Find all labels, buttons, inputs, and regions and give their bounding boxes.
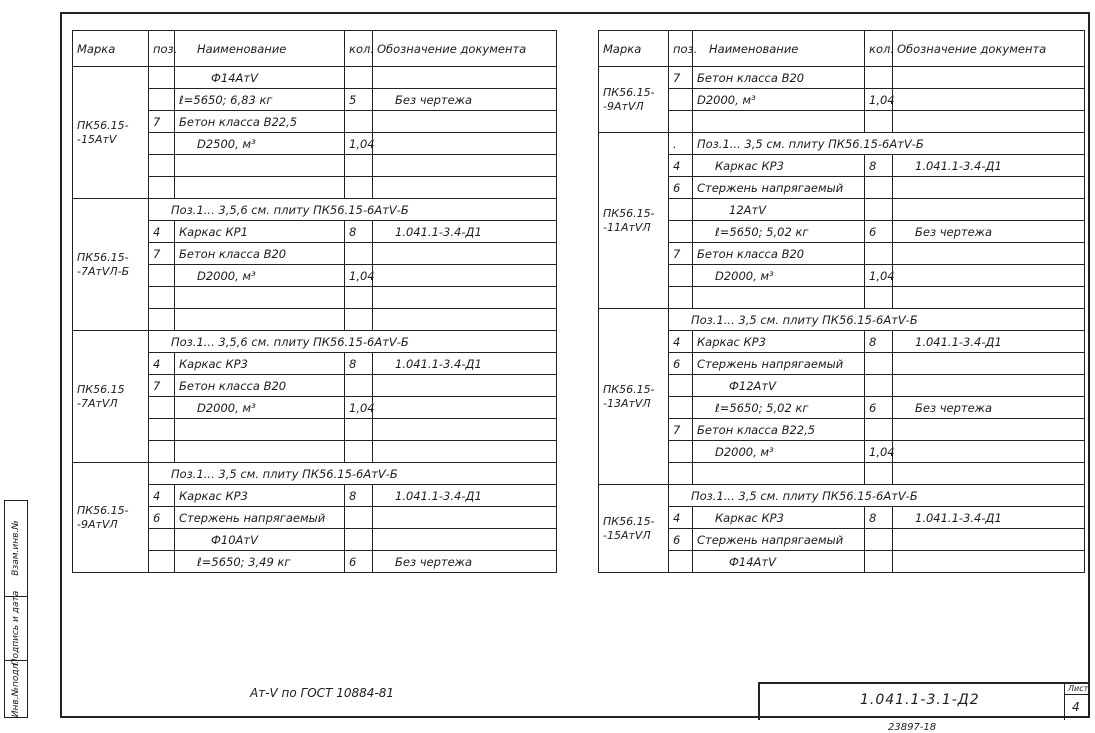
qty-cell xyxy=(345,67,373,89)
doc-cell xyxy=(373,441,557,463)
spec-reference-row xyxy=(599,485,1085,507)
position-cell xyxy=(149,133,175,155)
position-cell xyxy=(669,221,693,243)
name-cell: ℓ=5650; 3,49 кг xyxy=(175,551,345,573)
qty-cell: 5 xyxy=(345,89,373,111)
qty-cell: 6 xyxy=(865,397,893,419)
archive-number: 23897-18 xyxy=(888,722,937,733)
qty-cell xyxy=(345,441,373,463)
name-cell xyxy=(693,463,865,485)
header-mark: Марка xyxy=(599,31,669,67)
qty-cell xyxy=(345,155,373,177)
item-mark: ПК56.15- -9АтⅤЛ xyxy=(599,67,669,133)
qty-cell: 6 xyxy=(865,221,893,243)
name-cell: Каркас КР3 xyxy=(175,485,345,507)
doc-cell xyxy=(373,375,557,397)
position-cell: 4 xyxy=(669,155,693,177)
spec-table-right xyxy=(598,30,1085,573)
doc-cell xyxy=(373,155,557,177)
qty-cell xyxy=(865,353,893,375)
spec-reference-row xyxy=(73,463,557,485)
doc-cell xyxy=(373,397,557,419)
table-row xyxy=(599,287,1085,309)
item-mark: ПК56.15- -15АтⅤ xyxy=(73,67,149,199)
table-row xyxy=(599,441,1085,463)
doc-cell xyxy=(893,287,1085,309)
header-qty: кол. xyxy=(865,31,893,67)
qty-cell xyxy=(865,199,893,221)
side-inv-no: Инв.№подл. xyxy=(11,660,21,718)
position-cell xyxy=(149,265,175,287)
name-cell: D2000, м³ xyxy=(175,397,345,419)
table-row xyxy=(599,375,1085,397)
qty-cell: 1,04 xyxy=(345,397,373,419)
name-cell xyxy=(175,155,345,177)
doc-cell xyxy=(373,287,557,309)
name-cell: D2000, м³ xyxy=(693,441,865,463)
position-cell xyxy=(149,177,175,199)
qty-cell: 8 xyxy=(345,485,373,507)
position-cell: 7 xyxy=(669,67,693,89)
qty-cell: 8 xyxy=(865,331,893,353)
doc-cell xyxy=(373,309,557,331)
table-row xyxy=(599,463,1085,485)
position-cell: 4 xyxy=(149,485,175,507)
table-row xyxy=(599,419,1085,441)
position-cell: 4 xyxy=(669,331,693,353)
qty-cell xyxy=(865,375,893,397)
position-cell xyxy=(149,419,175,441)
table-row xyxy=(599,133,1085,155)
doc-cell: Без чертежа xyxy=(893,221,1085,243)
name-cell: Бетон класса В20 xyxy=(175,375,345,397)
position-cell xyxy=(669,551,693,573)
position-cell: 7 xyxy=(669,419,693,441)
qty-cell xyxy=(865,419,893,441)
qty-cell xyxy=(345,507,373,529)
qty-cell xyxy=(345,287,373,309)
qty-cell xyxy=(865,463,893,485)
doc-cell: 1.041.1-3.4-Д1 xyxy=(373,485,557,507)
name-cell: Стержень напрягаемый xyxy=(693,353,865,375)
qty-cell xyxy=(345,177,373,199)
doc-cell xyxy=(893,243,1085,265)
header-doc: Обозначение документа xyxy=(893,31,1085,67)
table-header-row xyxy=(599,31,1085,67)
name-cell: Каркас КР1 xyxy=(175,221,345,243)
name-cell: Бетон класса В22,5 xyxy=(693,419,865,441)
qty-cell: 1,04 xyxy=(865,265,893,287)
doc-cell xyxy=(893,441,1085,463)
position-cell: 6 xyxy=(669,177,693,199)
table-row xyxy=(599,353,1085,375)
doc-cell xyxy=(893,111,1085,133)
name-cell: Поз.1... 3,5 см. плиту ПК56.15-6АтⅤ-Б xyxy=(693,133,1085,155)
name-cell xyxy=(175,419,345,441)
table-row xyxy=(599,89,1085,111)
name-cell: Ф10АтⅤ xyxy=(175,529,345,551)
position-cell xyxy=(149,529,175,551)
doc-cell xyxy=(893,551,1085,573)
name-cell: Бетон класса В20 xyxy=(175,243,345,265)
doc-cell xyxy=(893,89,1085,111)
qty-cell xyxy=(865,551,893,573)
position-cell xyxy=(669,287,693,309)
doc-cell xyxy=(373,67,557,89)
qty-cell xyxy=(345,111,373,133)
name-cell: Бетон класса В22,5 xyxy=(175,111,345,133)
doc-cell xyxy=(893,265,1085,287)
name-cell xyxy=(693,287,865,309)
doc-cell: 1.041.1-3.4-Д1 xyxy=(893,155,1085,177)
qty-cell: 8 xyxy=(345,221,373,243)
doc-cell xyxy=(373,177,557,199)
qty-cell: 8 xyxy=(345,353,373,375)
item-mark: ПК56.15- -15АтⅤЛ xyxy=(599,485,669,573)
item-mark: ПК56.15- -9АтⅤЛ xyxy=(73,463,149,573)
name-cell xyxy=(693,111,865,133)
header-pos: поз. xyxy=(669,31,693,67)
qty-cell xyxy=(865,243,893,265)
doc-cell: 1.041.1-3.4-Д1 xyxy=(373,353,557,375)
position-cell: 4 xyxy=(149,353,175,375)
reference-text: Поз.1... 3,5 см. плиту ПК56.15-6АтⅤ-Б xyxy=(669,309,1085,331)
position-cell xyxy=(149,309,175,331)
qty-cell xyxy=(865,67,893,89)
position-cell: 4 xyxy=(669,507,693,529)
doc-cell xyxy=(373,243,557,265)
qty-cell xyxy=(345,529,373,551)
qty-cell xyxy=(345,309,373,331)
qty-cell: 1,04 xyxy=(345,265,373,287)
position-cell xyxy=(149,287,175,309)
qty-cell xyxy=(345,419,373,441)
position-cell: 6 xyxy=(669,353,693,375)
doc-cell xyxy=(373,111,557,133)
item-mark: ПК56.15- -13АтⅤЛ xyxy=(599,309,669,485)
name-cell: Ф14АтⅤ xyxy=(693,551,865,573)
doc-cell xyxy=(373,529,557,551)
name-cell: Каркас КР3 xyxy=(693,155,865,177)
name-cell: Стержень напрягаемый xyxy=(693,529,865,551)
position-cell: 6 xyxy=(149,507,175,529)
doc-cell xyxy=(893,375,1085,397)
qty-cell xyxy=(865,529,893,551)
position-cell: 7 xyxy=(149,111,175,133)
qty-cell xyxy=(865,177,893,199)
position-cell xyxy=(669,89,693,111)
position-cell: . xyxy=(669,133,693,155)
doc-cell xyxy=(893,67,1085,89)
position-cell xyxy=(669,111,693,133)
doc-cell xyxy=(893,419,1085,441)
position-cell xyxy=(669,265,693,287)
name-cell: D2500, м³ xyxy=(175,133,345,155)
doc-cell xyxy=(893,353,1085,375)
name-cell: Стержень напрягаемый xyxy=(175,507,345,529)
name-cell: Ф14АтⅤ xyxy=(175,67,345,89)
qty-cell xyxy=(345,375,373,397)
header-qty: кол. xyxy=(345,31,373,67)
header-doc: Обозначение документа xyxy=(373,31,557,67)
doc-cell: 1.041.1-3.4-Д1 xyxy=(373,221,557,243)
name-cell: Бетон класса В20 xyxy=(693,67,865,89)
table-row xyxy=(599,551,1085,573)
table-row xyxy=(599,199,1085,221)
name-cell xyxy=(175,287,345,309)
name-cell: ℓ=5650; 6,83 кг xyxy=(175,89,345,111)
position-cell xyxy=(669,441,693,463)
qty-cell xyxy=(345,243,373,265)
doc-cell xyxy=(373,265,557,287)
name-cell: Каркас КР3 xyxy=(175,353,345,375)
reference-text: Поз.1... 3,5 см. плиту ПК56.15-6АтⅤ-Б xyxy=(669,485,1085,507)
reference-text: Поз.1... 3,5 см. плиту ПК56.15-6АтⅤ-Б xyxy=(149,463,557,485)
position-cell xyxy=(669,199,693,221)
header-pos: поз. xyxy=(149,31,175,67)
doc-cell xyxy=(373,507,557,529)
qty-cell xyxy=(865,111,893,133)
side-replace-inv: Взам.инв.№ xyxy=(11,520,21,576)
table-header-row xyxy=(73,31,557,67)
qty-cell xyxy=(865,287,893,309)
qty-cell: 1,04 xyxy=(345,133,373,155)
doc-cell: 1.041.1-3.4-Д1 xyxy=(893,331,1085,353)
doc-cell: Без чертежа xyxy=(373,89,557,111)
name-cell: 12АтⅤ xyxy=(693,199,865,221)
reference-text: Поз.1... 3,5,6 см. плиту ПК56.15-6АтⅤ-Б xyxy=(149,199,557,221)
table-row xyxy=(73,67,557,89)
table-row xyxy=(599,67,1085,89)
doc-cell xyxy=(893,199,1085,221)
name-cell xyxy=(175,441,345,463)
doc-cell xyxy=(893,529,1085,551)
sheet-label: Лист xyxy=(1068,684,1089,693)
name-cell: ℓ=5650; 5,02 кг xyxy=(693,397,865,419)
doc-cell xyxy=(893,177,1085,199)
table-row xyxy=(599,397,1085,419)
position-cell xyxy=(669,397,693,419)
position-cell xyxy=(149,89,175,111)
position-cell xyxy=(149,397,175,419)
header-mark: Марка xyxy=(73,31,149,67)
doc-cell xyxy=(373,133,557,155)
sheet-divider xyxy=(1064,694,1090,695)
table-row xyxy=(599,529,1085,551)
name-cell: D2000, м³ xyxy=(693,89,865,111)
table-row xyxy=(599,507,1085,529)
table-row xyxy=(599,243,1085,265)
name-cell: D2000, м³ xyxy=(175,265,345,287)
sheet-number: 4 xyxy=(1072,700,1080,714)
position-cell xyxy=(149,441,175,463)
name-cell: Ф12АтⅤ xyxy=(693,375,865,397)
qty-cell: 8 xyxy=(865,155,893,177)
spec-table-left xyxy=(72,30,557,573)
qty-cell: 8 xyxy=(865,507,893,529)
name-cell: Каркас КР3 xyxy=(693,507,865,529)
position-cell xyxy=(149,155,175,177)
spec-reference-row xyxy=(73,331,557,353)
doc-cell: 1.041.1-3.4-Д1 xyxy=(893,507,1085,529)
position-cell xyxy=(149,551,175,573)
position-cell xyxy=(669,463,693,485)
position-cell: 7 xyxy=(669,243,693,265)
doc-cell: Без чертежа xyxy=(893,397,1085,419)
table-row xyxy=(599,111,1085,133)
spec-reference-row xyxy=(599,309,1085,331)
table-row xyxy=(599,221,1085,243)
qty-cell: 6 xyxy=(345,551,373,573)
header-name: Наименование xyxy=(175,31,345,67)
table-row xyxy=(599,155,1085,177)
position-cell: 4 xyxy=(149,221,175,243)
item-mark: ПК56.15- -11АтⅤЛ xyxy=(599,133,669,309)
doc-cell xyxy=(893,463,1085,485)
qty-cell: 1,04 xyxy=(865,441,893,463)
position-cell xyxy=(149,67,175,89)
position-cell: 7 xyxy=(149,375,175,397)
reference-text: Поз.1... 3,5,6 см. плиту ПК56.15-6АтⅤ-Б xyxy=(149,331,557,353)
table-row xyxy=(599,331,1085,353)
steel-grade-note: Ат-Ⅴ по ГОСТ 10884-81 xyxy=(250,686,394,700)
item-mark: ПК56.15 -7АтⅤЛ xyxy=(73,331,149,463)
name-cell: Стержень напрягаемый xyxy=(693,177,865,199)
header-name: Наименование xyxy=(693,31,865,67)
name-cell xyxy=(175,309,345,331)
doc-cell: Без чертежа xyxy=(373,551,557,573)
table-row xyxy=(599,265,1085,287)
name-cell: D2000, м³ xyxy=(693,265,865,287)
spec-reference-row xyxy=(73,199,557,221)
name-cell: Каркас КР3 xyxy=(693,331,865,353)
item-mark: ПК56.15- -7АтⅤЛ-Б xyxy=(73,199,149,331)
name-cell xyxy=(175,177,345,199)
qty-cell: 1,04 xyxy=(865,89,893,111)
name-cell: Бетон класса В20 xyxy=(693,243,865,265)
side-sign-date: Подпись и дата xyxy=(11,590,21,666)
document-code: 1.041.1-3.1-Д2 xyxy=(860,692,980,708)
table-row xyxy=(599,177,1085,199)
position-cell: 7 xyxy=(149,243,175,265)
name-cell: ℓ=5650; 5,02 кг xyxy=(693,221,865,243)
position-cell: 6 xyxy=(669,529,693,551)
position-cell xyxy=(669,375,693,397)
doc-cell xyxy=(373,419,557,441)
